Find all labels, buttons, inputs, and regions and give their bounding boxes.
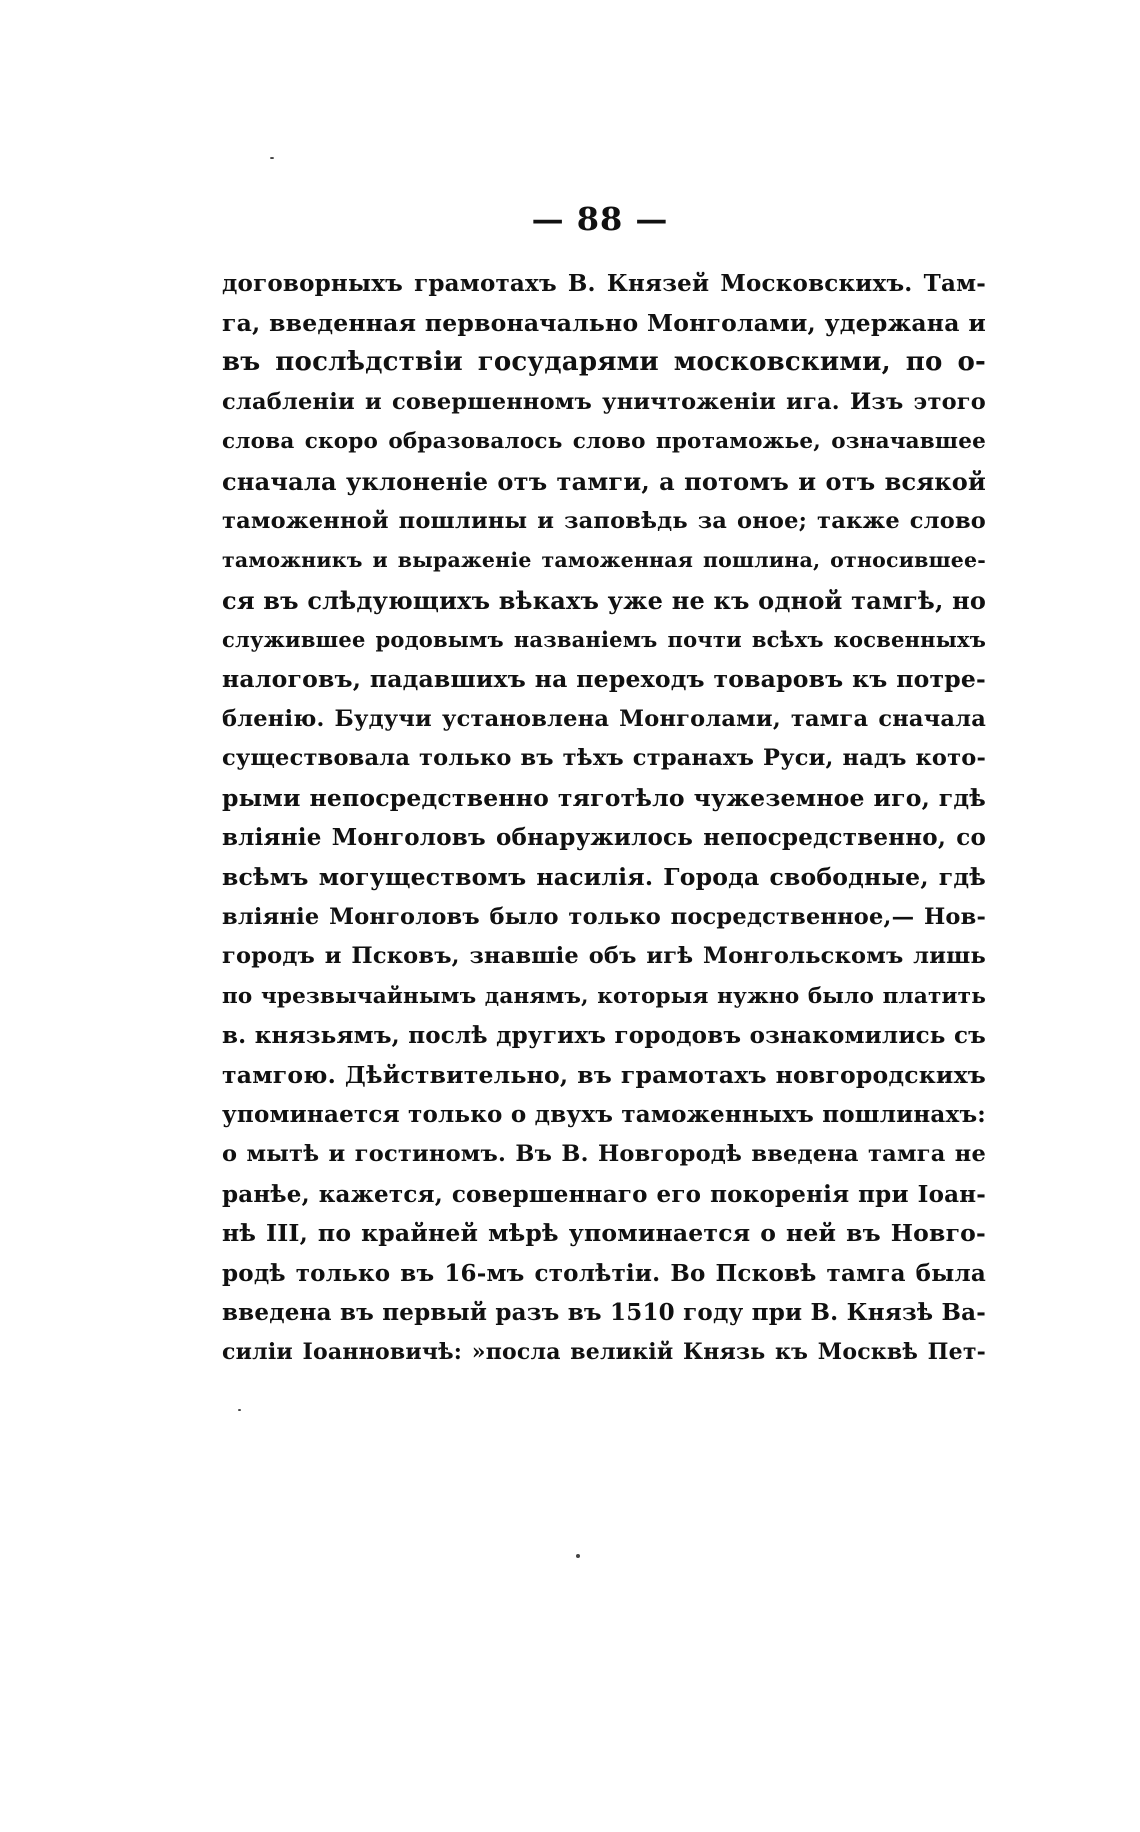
text-line: силіи Іоанновичѣ: »посла великій Князь къ Москвѣ Пет- <box>222 1339 986 1366</box>
text-line: в. князьямъ, послѣ другихъ городовъ ознакомились съ <box>222 1022 986 1050</box>
text-line: существовала только въ тѣхъ странахъ Руси, надъ кото- <box>222 745 986 772</box>
text-line: въ послѣдствіи государями московскими, по о- <box>222 347 986 378</box>
text-line: га, введенная первоначально Монголами, удержана и <box>222 308 986 337</box>
text-line: по чрезвычайнымъ данямъ, которыя нужно было платить <box>222 983 986 1009</box>
text-line: слова скоро образовалось слово протаможье, означавшее <box>222 429 986 455</box>
text-line: родѣ только въ 16-мъ столѣтіи. Во Псковѣ тамга была <box>222 1259 986 1287</box>
text-line: сначала уклоненіе отъ тамги, а потомъ и отъ всякой <box>222 466 986 496</box>
text-line: упоминается только о двухъ таможенныхъ пошлинахъ: <box>222 1101 986 1129</box>
text-line: служившее родовымъ названіемъ почти всѣхъ косвенныхъ <box>222 627 986 653</box>
scan-speck <box>270 157 274 159</box>
text-line: вліяніе Монголовъ обнаружилось непосредственно, со <box>222 824 986 852</box>
text-line: всѣмъ могуществомъ насилія. Города свободные, гдѣ <box>222 862 986 891</box>
text-line: введена въ первый разъ въ 1510 году при В. Князѣ Ва- <box>222 1299 986 1327</box>
text-line: бленію. Будучи установлена Монголами, тамга сначала <box>222 705 986 732</box>
text-line: вліяніе Монголовъ было только посредственное,— Нов- <box>222 903 986 930</box>
text-line: налоговъ, падавшихъ на переходъ товаровъ къ потре- <box>222 664 986 693</box>
text-line: таможникъ и выраженіе таможенная пошлина, относившее- <box>222 548 986 573</box>
text-line: таможенной пошлины и заповѣдь за оное; также слово <box>222 507 986 534</box>
text-line: ся въ слѣдующихъ вѣкахъ уже не къ одной тамгѣ, но <box>222 585 987 615</box>
text-line: договорныхъ грамотахъ В. Князей Московскихъ. Там- <box>222 270 986 297</box>
text-line: нѣ III, по крайней мѣрѣ упоминается о ней въ Новго- <box>222 1219 986 1248</box>
body-text <box>222 264 986 1373</box>
text-line: рыми непосредственно тяготѣло чужеземное иго, гдѣ <box>222 783 986 812</box>
text-line: городъ и Псковъ, знавшіе объ игѣ Монгольскомъ лишь <box>222 943 986 970</box>
text-line: о мытѣ и гостиномъ. Въ В. Новгородѣ введена тамга не <box>222 1141 986 1168</box>
page-number: — 88 — <box>531 200 669 238</box>
scan-speck <box>576 1554 580 1558</box>
text-line: слабленіи и совершенномъ уничтоженіи ига. Изъ этого <box>222 388 986 415</box>
scan-speck <box>238 1409 241 1411</box>
text-line: ранѣе, кажется, совершеннаго его покоренія при Іоан- <box>222 1180 986 1208</box>
text-line: тамгою. Дѣйствительно, въ грамотахъ новгородскихъ <box>222 1060 986 1089</box>
